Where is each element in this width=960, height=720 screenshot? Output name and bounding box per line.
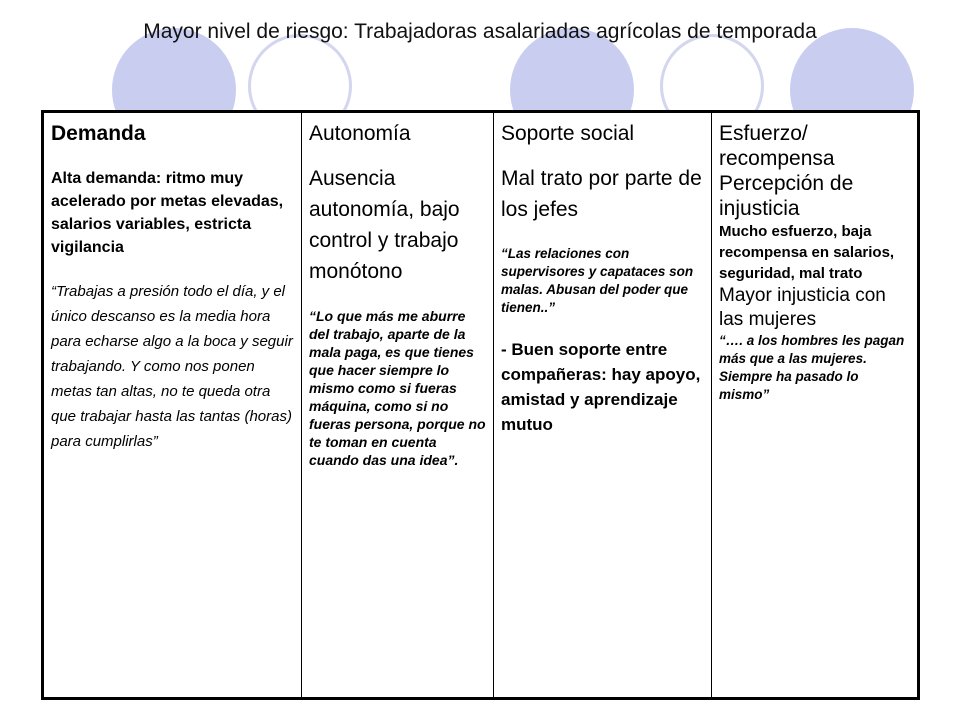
column-quote: “…. a los hombres les pagan más que a las mujeres. Siempre ha pasado lo mismo” bbox=[719, 333, 905, 402]
column-summary: Percepción de injusticia bbox=[719, 172, 854, 220]
column-summary: Ausencia autonomía, bajo control y trabajo monótono bbox=[309, 167, 460, 283]
column-heading: Esfuerzo/ recompensa bbox=[719, 122, 835, 170]
column-extra: - Buen soporte entre compañeras: hay apoyo, amistad y aprendizaje mutuo bbox=[501, 340, 701, 434]
column-detail: Mucho esfuerzo, baja recompensa en salarios, seguridad, mal trato bbox=[719, 223, 895, 282]
column-quote: “Trabajas a presión todo el día, y el único descanso es la media hora para echarse algo a la boca y seguir trabajando. Y como nos ponen metas tan altas, no te queda otra que trabajar hasta las tantas (horas) para cumplirlas” bbox=[51, 283, 293, 450]
column-soporte-social bbox=[494, 112, 712, 699]
risk-table bbox=[41, 110, 920, 700]
column-heading: Autonomía bbox=[309, 122, 411, 145]
column-demanda bbox=[43, 112, 302, 699]
column-heading: Soporte social bbox=[501, 122, 635, 145]
column-autonomia bbox=[302, 112, 494, 699]
column-quote: “Las relaciones con supervisores y capataces son malas. Abusan del poder que tienen..” bbox=[501, 246, 694, 315]
column-esfuerzo-recompensa bbox=[712, 112, 919, 699]
slide-title: Mayor nivel de riesgo: Trabajadoras asalariadas agrícolas de temporada bbox=[143, 20, 817, 43]
column-heading: Demanda bbox=[51, 122, 146, 145]
column-summary: Alta demanda: ritmo muy acelerado por metas elevadas, salarios variables, estricta vigilancia bbox=[51, 170, 284, 256]
column-quote: “Lo que más me aburre del trabajo, aparte de la mala paga, es que tienes que hacer siempre lo mismo como si fueras máquina, como si no fueras persona, porque no te toman en cuenta cuando das una idea”. bbox=[309, 308, 486, 468]
table-row bbox=[43, 112, 919, 699]
column-summary-2: Mayor injusticia con las mujeres bbox=[719, 285, 886, 330]
column-summary: Mal trato por parte de los jefes bbox=[501, 167, 702, 221]
